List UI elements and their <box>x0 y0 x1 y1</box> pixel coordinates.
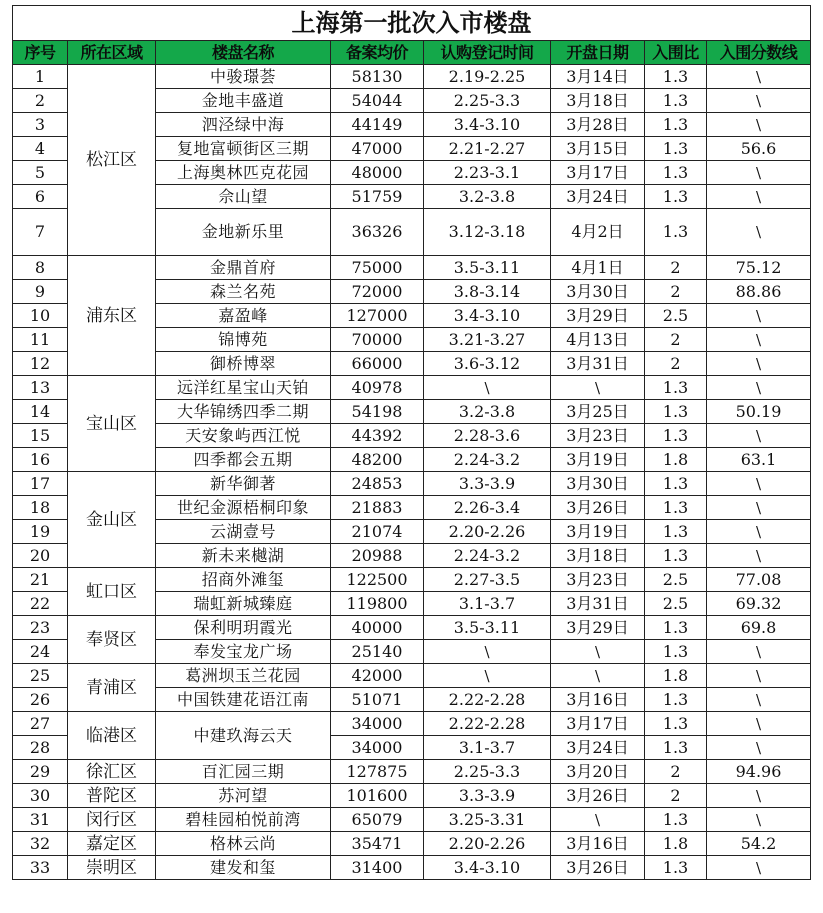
cell-price: 54044 <box>331 89 424 113</box>
cell-score: \ <box>707 209 811 256</box>
header-open: 开盘日期 <box>551 41 645 65</box>
cell-name: 佘山望 <box>156 185 331 209</box>
cell-score: 94.96 <box>707 760 811 784</box>
cell-score: 54.2 <box>707 832 811 856</box>
cell-price: 24853 <box>331 472 424 496</box>
cell-score: \ <box>707 161 811 185</box>
table-body <box>13 65 811 880</box>
cell-score: 69.8 <box>707 616 811 640</box>
header-price: 备案均价 <box>331 41 424 65</box>
cell-open: 3月26日 <box>551 784 645 808</box>
cell-district: 徐汇区 <box>68 760 156 784</box>
cell-price: 34000 <box>331 736 424 760</box>
cell-name: 中骏璟荟 <box>156 65 331 89</box>
cell-no: 10 <box>13 304 68 328</box>
cell-price: 47000 <box>331 137 424 161</box>
cell-no: 16 <box>13 448 68 472</box>
cell-ratio: 2 <box>645 256 707 280</box>
cell-name: 百汇园三期 <box>156 760 331 784</box>
cell-price: 36326 <box>331 209 424 256</box>
cell-name: 苏河望 <box>156 784 331 808</box>
cell-price: 48000 <box>331 161 424 185</box>
cell-district: 普陀区 <box>68 784 156 808</box>
cell-ratio: 1.3 <box>645 736 707 760</box>
cell-ratio: 1.3 <box>645 544 707 568</box>
cell-price: 34000 <box>331 712 424 736</box>
cell-ratio: 2 <box>645 328 707 352</box>
cell-price: 31400 <box>331 856 424 880</box>
cell-price: 54198 <box>331 400 424 424</box>
cell-ratio: 2.5 <box>645 568 707 592</box>
cell-subscribe: 3.5-3.11 <box>424 616 551 640</box>
cell-open: 3月30日 <box>551 472 645 496</box>
cell-price: 35471 <box>331 832 424 856</box>
cell-name: 奉发宝龙广场 <box>156 640 331 664</box>
cell-score: \ <box>707 712 811 736</box>
cell-open: 3月31日 <box>551 352 645 376</box>
cell-open: 3月17日 <box>551 712 645 736</box>
cell-no: 27 <box>13 712 68 736</box>
cell-score: \ <box>707 328 811 352</box>
cell-name: 新华御著 <box>156 472 331 496</box>
cell-no: 28 <box>13 736 68 760</box>
cell-ratio: 1.3 <box>645 688 707 712</box>
cell-open: \ <box>551 808 645 832</box>
cell-ratio: 2.5 <box>645 304 707 328</box>
cell-no: 33 <box>13 856 68 880</box>
cell-open: \ <box>551 376 645 400</box>
cell-name: 保利明玥霞光 <box>156 616 331 640</box>
cell-open: 4月2日 <box>551 209 645 256</box>
cell-subscribe: 2.25-3.3 <box>424 760 551 784</box>
cell-name: 森兰名苑 <box>156 280 331 304</box>
cell-open: 3月16日 <box>551 688 645 712</box>
cell-district: 青浦区 <box>68 664 156 712</box>
cell-price: 101600 <box>331 784 424 808</box>
cell-price: 119800 <box>331 592 424 616</box>
cell-score: 50.19 <box>707 400 811 424</box>
cell-ratio: 1.3 <box>645 640 707 664</box>
table-row <box>13 65 811 89</box>
cell-name: 建发和玺 <box>156 856 331 880</box>
cell-score: \ <box>707 808 811 832</box>
cell-open: 3月16日 <box>551 832 645 856</box>
cell-name: 大华锦绣四季二期 <box>156 400 331 424</box>
cell-open: 3月14日 <box>551 65 645 89</box>
cell-subscribe: 2.24-3.2 <box>424 544 551 568</box>
cell-open: 3月24日 <box>551 736 645 760</box>
cell-price: 44149 <box>331 113 424 137</box>
cell-score: 77.08 <box>707 568 811 592</box>
cell-name: 世纪金源梧桐印象 <box>156 496 331 520</box>
cell-ratio: 1.3 <box>645 616 707 640</box>
cell-name: 泗泾绿中海 <box>156 113 331 137</box>
cell-open: 3月29日 <box>551 616 645 640</box>
cell-no: 31 <box>13 808 68 832</box>
table-row <box>13 664 811 688</box>
table-row <box>13 568 811 592</box>
cell-subscribe: \ <box>424 640 551 664</box>
cell-district: 松江区 <box>68 65 156 256</box>
header-ratio: 入围比 <box>645 41 707 65</box>
cell-score: \ <box>707 784 811 808</box>
cell-subscribe: 3.2-3.8 <box>424 400 551 424</box>
cell-no: 17 <box>13 472 68 496</box>
cell-no: 26 <box>13 688 68 712</box>
cell-open: \ <box>551 664 645 688</box>
cell-subscribe: 2.21-2.27 <box>424 137 551 161</box>
cell-open: 3月29日 <box>551 304 645 328</box>
cell-score: 75.12 <box>707 256 811 280</box>
cell-ratio: 1.3 <box>645 65 707 89</box>
cell-score: \ <box>707 65 811 89</box>
cell-open: 3月28日 <box>551 113 645 137</box>
cell-name: 金地新乐里 <box>156 209 331 256</box>
table-row <box>13 760 811 784</box>
cell-no: 18 <box>13 496 68 520</box>
cell-subscribe: 3.12-3.18 <box>424 209 551 256</box>
cell-no: 7 <box>13 209 68 256</box>
cell-open: 3月23日 <box>551 424 645 448</box>
header-name: 楼盘名称 <box>156 41 331 65</box>
cell-open: 3月25日 <box>551 400 645 424</box>
cell-open: 3月26日 <box>551 496 645 520</box>
cell-open: 3月17日 <box>551 161 645 185</box>
cell-name: 云湖壹号 <box>156 520 331 544</box>
cell-price: 40000 <box>331 616 424 640</box>
cell-score: \ <box>707 664 811 688</box>
table-row <box>13 784 811 808</box>
cell-no: 12 <box>13 352 68 376</box>
cell-district: 宝山区 <box>68 376 156 472</box>
cell-score: \ <box>707 544 811 568</box>
cell-name: 新未来樾湖 <box>156 544 331 568</box>
cell-score: 56.6 <box>707 137 811 161</box>
cell-subscribe: 2.26-3.4 <box>424 496 551 520</box>
cell-subscribe: 3.3-3.9 <box>424 472 551 496</box>
cell-score: \ <box>707 688 811 712</box>
table-row <box>13 616 811 640</box>
header-no: 序号 <box>13 41 68 65</box>
cell-open: 3月15日 <box>551 137 645 161</box>
cell-name: 中建玖海云天 <box>156 712 331 760</box>
cell-name: 远洋红星宝山天铂 <box>156 376 331 400</box>
cell-ratio: 1.3 <box>645 209 707 256</box>
cell-ratio: 1.8 <box>645 664 707 688</box>
cell-no: 2 <box>13 89 68 113</box>
table-row <box>13 256 811 280</box>
cell-open: 3月24日 <box>551 185 645 209</box>
cell-price: 20988 <box>331 544 424 568</box>
cell-no: 4 <box>13 137 68 161</box>
table-row <box>13 472 811 496</box>
cell-score: \ <box>707 496 811 520</box>
cell-subscribe: 2.28-3.6 <box>424 424 551 448</box>
cell-name: 金地丰盛道 <box>156 89 331 113</box>
header-district: 所在区域 <box>68 41 156 65</box>
cell-name: 碧桂园柏悦前湾 <box>156 808 331 832</box>
cell-price: 70000 <box>331 328 424 352</box>
cell-price: 25140 <box>331 640 424 664</box>
cell-name: 招商外滩玺 <box>156 568 331 592</box>
cell-subscribe: 2.24-3.2 <box>424 448 551 472</box>
cell-price: 58130 <box>331 65 424 89</box>
cell-score: \ <box>707 856 811 880</box>
cell-ratio: 1.8 <box>645 448 707 472</box>
cell-subscribe: \ <box>424 664 551 688</box>
cell-no: 15 <box>13 424 68 448</box>
cell-no: 19 <box>13 520 68 544</box>
cell-ratio: 1.3 <box>645 496 707 520</box>
cell-price: 75000 <box>331 256 424 280</box>
cell-price: 44392 <box>331 424 424 448</box>
cell-no: 9 <box>13 280 68 304</box>
table-row <box>13 376 811 400</box>
cell-subscribe: 2.25-3.3 <box>424 89 551 113</box>
cell-open: \ <box>551 640 645 664</box>
cell-no: 8 <box>13 256 68 280</box>
cell-district: 崇明区 <box>68 856 156 880</box>
header-row <box>13 41 811 65</box>
cell-no: 22 <box>13 592 68 616</box>
cell-subscribe: 2.20-2.26 <box>424 520 551 544</box>
cell-no: 14 <box>13 400 68 424</box>
cell-price: 122500 <box>331 568 424 592</box>
cell-subscribe: 2.22-2.28 <box>424 688 551 712</box>
cell-name: 瑞虹新城臻庭 <box>156 592 331 616</box>
cell-no: 29 <box>13 760 68 784</box>
header-subscribe: 认购登记时间 <box>424 41 551 65</box>
cell-score: \ <box>707 736 811 760</box>
cell-score: \ <box>707 113 811 137</box>
cell-name: 天安象屿西江悦 <box>156 424 331 448</box>
cell-price: 40978 <box>331 376 424 400</box>
cell-ratio: 1.3 <box>645 856 707 880</box>
table-row <box>13 712 811 736</box>
cell-subscribe: 3.21-3.27 <box>424 328 551 352</box>
cell-subscribe: \ <box>424 376 551 400</box>
cell-score: 69.32 <box>707 592 811 616</box>
cell-price: 51759 <box>331 185 424 209</box>
cell-no: 21 <box>13 568 68 592</box>
cell-open: 3月18日 <box>551 544 645 568</box>
cell-subscribe: 3.3-3.9 <box>424 784 551 808</box>
cell-district: 浦东区 <box>68 256 156 376</box>
cell-price: 72000 <box>331 280 424 304</box>
cell-open: 3月20日 <box>551 760 645 784</box>
header-score: 入围分数线 <box>707 41 811 65</box>
cell-subscribe: 2.23-3.1 <box>424 161 551 185</box>
cell-open: 3月18日 <box>551 89 645 113</box>
cell-score: \ <box>707 640 811 664</box>
cell-subscribe: 3.2-3.8 <box>424 185 551 209</box>
cell-district: 奉贤区 <box>68 616 156 664</box>
cell-no: 32 <box>13 832 68 856</box>
cell-no: 6 <box>13 185 68 209</box>
cell-score: \ <box>707 424 811 448</box>
cell-ratio: 2 <box>645 760 707 784</box>
housing-table <box>12 5 811 880</box>
cell-no: 3 <box>13 113 68 137</box>
table-row <box>13 808 811 832</box>
cell-price: 48200 <box>331 448 424 472</box>
cell-score: \ <box>707 376 811 400</box>
cell-score: \ <box>707 185 811 209</box>
cell-price: 21074 <box>331 520 424 544</box>
cell-no: 13 <box>13 376 68 400</box>
cell-subscribe: 2.20-2.26 <box>424 832 551 856</box>
cell-name: 金鼎首府 <box>156 256 331 280</box>
cell-ratio: 1.3 <box>645 472 707 496</box>
cell-open: 3月30日 <box>551 280 645 304</box>
cell-ratio: 1.3 <box>645 89 707 113</box>
cell-ratio: 1.3 <box>645 113 707 137</box>
cell-name: 四季都会五期 <box>156 448 331 472</box>
table-row <box>13 832 811 856</box>
cell-price: 51071 <box>331 688 424 712</box>
cell-subscribe: 2.27-3.5 <box>424 568 551 592</box>
table-title: 上海第一批次入市楼盘 <box>13 6 811 41</box>
cell-price: 65079 <box>331 808 424 832</box>
cell-district: 临港区 <box>68 712 156 760</box>
cell-no: 20 <box>13 544 68 568</box>
cell-subscribe: 3.4-3.10 <box>424 856 551 880</box>
cell-ratio: 1.3 <box>645 400 707 424</box>
cell-subscribe: 3.25-3.31 <box>424 808 551 832</box>
cell-open: 3月26日 <box>551 856 645 880</box>
cell-name: 复地富顿街区三期 <box>156 137 331 161</box>
cell-subscribe: 3.5-3.11 <box>424 256 551 280</box>
cell-ratio: 1.3 <box>645 137 707 161</box>
cell-ratio: 2.5 <box>645 592 707 616</box>
cell-no: 30 <box>13 784 68 808</box>
cell-open: 4月13日 <box>551 328 645 352</box>
cell-open: 3月19日 <box>551 520 645 544</box>
cell-price: 127875 <box>331 760 424 784</box>
cell-subscribe: 3.8-3.14 <box>424 280 551 304</box>
cell-subscribe: 2.19-2.25 <box>424 65 551 89</box>
cell-score: \ <box>707 472 811 496</box>
cell-subscribe: 2.22-2.28 <box>424 712 551 736</box>
cell-open: 4月1日 <box>551 256 645 280</box>
cell-open: 3月31日 <box>551 592 645 616</box>
cell-name: 锦博苑 <box>156 328 331 352</box>
cell-open: 3月19日 <box>551 448 645 472</box>
cell-ratio: 2 <box>645 280 707 304</box>
cell-ratio: 1.3 <box>645 424 707 448</box>
cell-ratio: 1.3 <box>645 161 707 185</box>
cell-name: 嘉盈峰 <box>156 304 331 328</box>
cell-subscribe: 3.6-3.12 <box>424 352 551 376</box>
cell-subscribe: 3.1-3.7 <box>424 736 551 760</box>
cell-ratio: 1.8 <box>645 832 707 856</box>
cell-no: 24 <box>13 640 68 664</box>
cell-price: 21883 <box>331 496 424 520</box>
cell-score: 88.86 <box>707 280 811 304</box>
cell-no: 11 <box>13 328 68 352</box>
cell-no: 25 <box>13 664 68 688</box>
cell-ratio: 2 <box>645 352 707 376</box>
cell-subscribe: 3.4-3.10 <box>424 304 551 328</box>
cell-name: 御桥博翠 <box>156 352 331 376</box>
cell-ratio: 2 <box>645 784 707 808</box>
cell-no: 23 <box>13 616 68 640</box>
cell-no: 5 <box>13 161 68 185</box>
cell-score: 63.1 <box>707 448 811 472</box>
cell-district: 闵行区 <box>68 808 156 832</box>
cell-name: 格林云尚 <box>156 832 331 856</box>
cell-ratio: 1.3 <box>645 185 707 209</box>
cell-score: \ <box>707 304 811 328</box>
cell-district: 虹口区 <box>68 568 156 616</box>
cell-ratio: 1.3 <box>645 520 707 544</box>
cell-score: \ <box>707 352 811 376</box>
table-row <box>13 856 811 880</box>
cell-price: 66000 <box>331 352 424 376</box>
cell-open: 3月23日 <box>551 568 645 592</box>
cell-score: \ <box>707 89 811 113</box>
cell-name: 上海奥林匹克花园 <box>156 161 331 185</box>
cell-ratio: 1.3 <box>645 808 707 832</box>
cell-name: 葛洲坝玉兰花园 <box>156 664 331 688</box>
cell-price: 127000 <box>331 304 424 328</box>
cell-district: 金山区 <box>68 472 156 568</box>
cell-ratio: 1.3 <box>645 376 707 400</box>
cell-name: 中国铁建花语江南 <box>156 688 331 712</box>
cell-ratio: 1.3 <box>645 712 707 736</box>
cell-no: 1 <box>13 65 68 89</box>
cell-subscribe: 3.1-3.7 <box>424 592 551 616</box>
cell-score: \ <box>707 520 811 544</box>
cell-subscribe: 3.4-3.10 <box>424 113 551 137</box>
cell-price: 42000 <box>331 664 424 688</box>
cell-district: 嘉定区 <box>68 832 156 856</box>
